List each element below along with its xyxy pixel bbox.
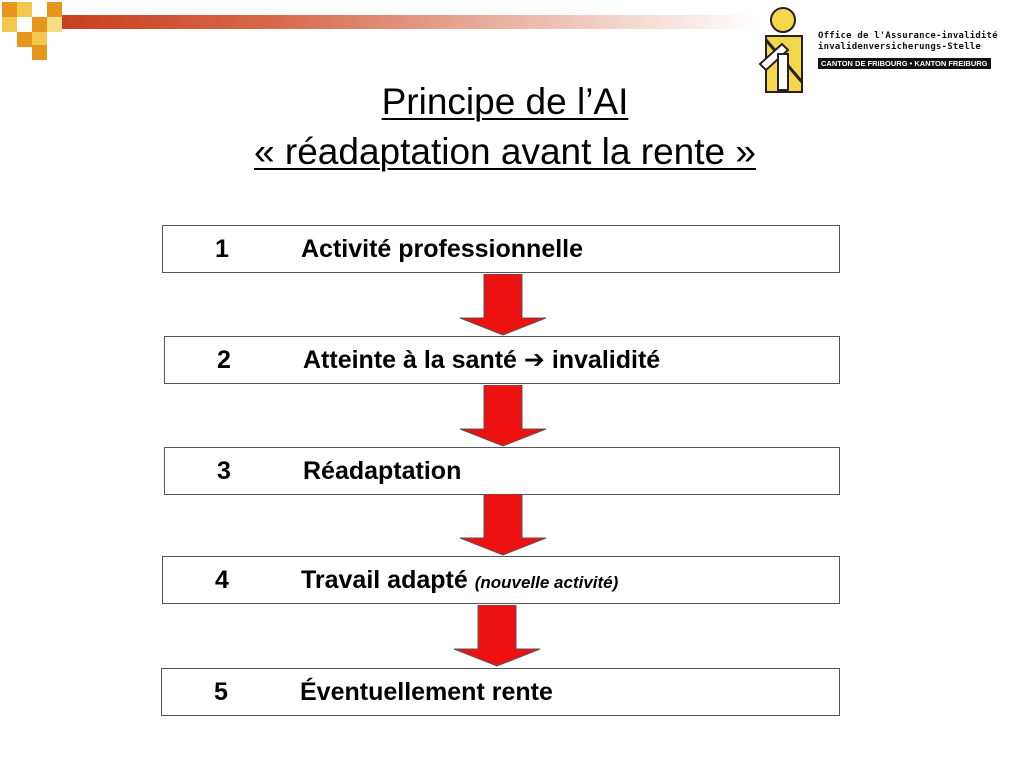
step-label-before: Atteinte à la santé [303,346,517,374]
decor-square [17,2,32,17]
decor-square [32,17,47,32]
step-box-5 [161,668,840,716]
step-box-2 [164,336,840,384]
down-arrow-icon [452,605,542,667]
step-number: 5 [214,678,228,706]
logo-canton: CANTON DE FRIBOURG • KANTON FREIBURG [818,58,991,69]
page-title-line-2 [0,130,1010,174]
step-number: 3 [217,457,231,485]
step-label [301,557,618,606]
step-note: (nouvelle activité) [474,573,619,592]
step-number: 4 [215,566,229,594]
step-label: Réadaptation [303,457,462,485]
step-label [303,337,660,383]
decor-square [17,32,32,47]
step-box-3 [164,447,840,495]
step-number: 2 [217,346,231,374]
page-title-line-1 [0,80,1010,124]
decor-square [2,17,17,32]
right-arrow-icon: ➔ [523,346,545,374]
step-box-4 [162,556,840,604]
decor-square [47,17,62,32]
step-label-main: Travail adapté [301,566,468,594]
title-text-2: « réadaptation avant la rente » [254,131,756,172]
title-text-1: Principe de l’AI [381,81,629,122]
step-label: Éventuellement rente [300,678,553,706]
logo-line-1: Office de l'Assurance-invalidité [818,31,998,41]
down-arrow-icon [458,385,548,447]
decor-square [2,2,17,17]
step-number: 1 [215,235,229,263]
down-arrow-icon [458,274,548,336]
decor-square [32,45,47,60]
down-arrow-icon [458,494,548,556]
logo-line-2: invalidenversicherungs-Stelle [818,42,981,52]
step-label: Activité professionnelle [301,235,584,263]
header-gradient-band [62,15,762,29]
step-label-after: invalidité [551,346,661,374]
decor-square [47,2,62,17]
step-box-1 [162,225,840,273]
